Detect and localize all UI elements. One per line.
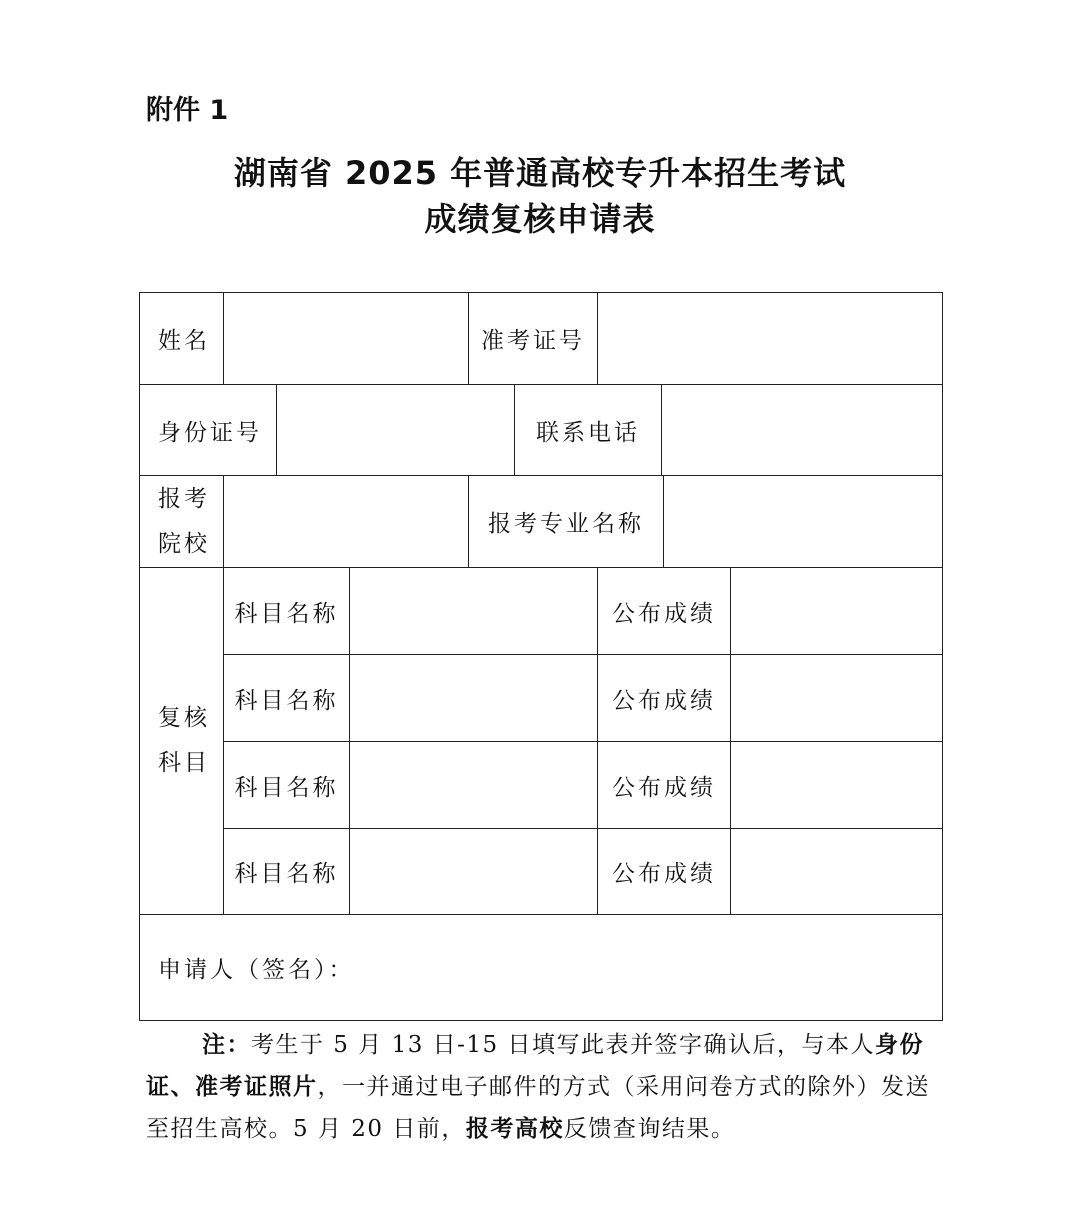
subject-row [140,742,943,829]
subject-name-label: 科目名称 [224,829,350,915]
exam-no-label: 准考证号 [469,293,598,385]
school-label-line1: 报考 [158,485,210,512]
school-label-line2: 院校 [158,530,210,557]
subject-row [140,829,943,915]
published-score-field[interactable] [731,568,943,655]
note-prefix: 注： [202,1031,251,1058]
subject-name-field[interactable] [350,742,598,829]
subject-name-field[interactable] [350,829,598,915]
name-field[interactable] [224,293,469,385]
note-bold-1: 身份证、准考证照片 [146,1031,924,1100]
phone-label: 联系电话 [515,385,662,476]
subject-name-label: 科目名称 [224,568,350,655]
note-text-2: ，一并通过电子邮件的方式（采用问卷方式的除外）发送至招生高校。5 月 20 日前， [146,1074,930,1142]
major-label: 报考专业名称 [469,476,664,568]
subject-name-field[interactable] [350,568,598,655]
footnote [146,1024,946,1150]
subject-row [140,568,943,655]
review-subjects-label [140,568,224,915]
published-score-label: 公布成绩 [598,655,731,742]
published-score-label: 公布成绩 [598,829,731,915]
published-score-field[interactable] [731,655,943,742]
review-label-line2: 科目 [158,750,210,776]
subject-name-label: 科目名称 [224,655,350,742]
school-label [140,476,224,568]
subject-name-label: 科目名称 [224,742,350,829]
applicant-signature-field[interactable] [140,915,943,1021]
published-score-label: 公布成绩 [598,742,731,829]
published-score-field[interactable] [731,742,943,829]
form-subtitle: 成绩复核申请表 [424,200,656,238]
attachment-label: 附件 1 [146,95,229,126]
application-form [139,292,943,1021]
note-text-3: 反馈查询结果。 [563,1116,736,1142]
row-school [140,476,943,568]
id-label: 身份证号 [140,385,277,476]
major-field[interactable] [664,476,943,568]
published-score-field[interactable] [731,829,943,915]
review-label-line1: 复核 [158,705,210,731]
exam-no-field[interactable] [598,293,943,385]
phone-field[interactable] [662,385,943,476]
published-score-label: 公布成绩 [598,568,731,655]
subject-row [140,655,943,742]
name-label: 姓名 [140,293,224,385]
note-bold-2: 报考高校 [465,1115,564,1142]
note-text-1: 考生于 5 月 13 日-15 日填写此表并签字确认后，与本人 [251,1032,875,1058]
subject-name-field[interactable] [350,655,598,742]
row-signature [140,915,943,1021]
form-title: 湖南省 2025 年普通高校专升本招生考试 [233,154,847,192]
id-field[interactable] [277,385,515,476]
school-field[interactable] [224,476,469,568]
row-name [140,293,943,385]
applicant-signature-label: 申请人（签名）： [158,957,355,983]
row-id [140,385,943,476]
